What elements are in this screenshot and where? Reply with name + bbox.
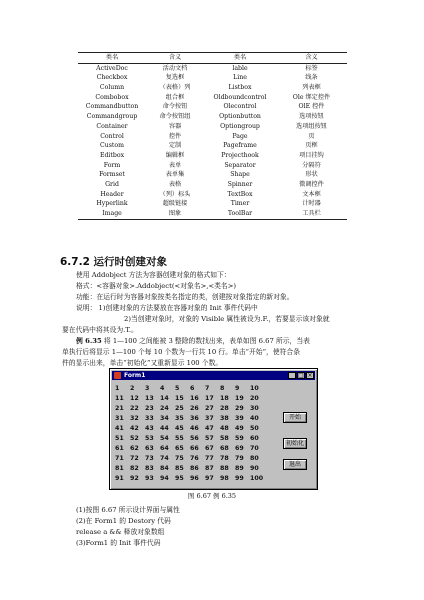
number-cell: 18 <box>220 395 229 402</box>
init-button[interactable]: 初始化 <box>283 438 307 449</box>
code-line: release a && 释放对象数组 <box>76 528 165 536</box>
class-meaning-cell: 工具栏 <box>302 210 321 218</box>
figure-caption: 图 6.67 例 6.35 <box>187 492 237 500</box>
number-cell: 38 <box>220 415 229 422</box>
text-line: 单执行后将显示 1—100 个每 10 个数为一行共 10 行。单击“开始”，使符合条 <box>62 348 301 356</box>
number-cell: 86 <box>190 465 199 472</box>
class-table-row <box>78 102 347 112</box>
number-cell: 59 <box>235 435 244 442</box>
number-cell: 21 <box>115 405 124 412</box>
class-name-cell: Checkbox <box>96 74 128 82</box>
header-cell: 类名 <box>204 53 276 64</box>
class-name-cell: Control <box>100 132 124 140</box>
number-cell: 77 <box>205 455 214 462</box>
number-cell: 37 <box>205 415 214 422</box>
number-cell: 36 <box>190 415 199 422</box>
number-cell: 6 <box>190 385 195 392</box>
class-name-cell: Grid <box>105 180 119 188</box>
class-name-cell: Timer <box>230 200 250 208</box>
number-cell: 29 <box>235 405 244 412</box>
class-table-row <box>78 161 347 171</box>
class-name-cell: Image <box>102 210 122 218</box>
number-cell: 87 <box>205 465 214 472</box>
class-meaning-cell: 命令按钮组 <box>159 113 191 121</box>
number-row <box>115 414 265 424</box>
number-row <box>115 434 265 444</box>
number-cell: 13 <box>145 395 154 402</box>
number-cell: 83 <box>145 465 154 472</box>
number-cell: 58 <box>220 435 229 442</box>
number-cell: 12 <box>130 395 139 402</box>
number-cell: 5 <box>175 385 180 392</box>
class-meaning-cell: 微调控件 <box>299 180 324 188</box>
number-cell: 24 <box>160 405 169 412</box>
number-cell: 3 <box>145 385 150 392</box>
number-cell: 63 <box>145 445 154 452</box>
class-table-row <box>78 63 347 73</box>
class-meaning-cell: 形状 <box>305 171 318 179</box>
class-table-row <box>78 170 347 180</box>
number-cell: 34 <box>160 415 169 422</box>
number-row <box>115 444 265 454</box>
class-meaning-cell: 分隔符 <box>302 161 321 169</box>
text-line: 将 1—100 之间能被 3 整除的数找出来，表单如图 6.67 所示，当表 <box>101 337 310 345</box>
class-meaning-cell: 容器 <box>168 122 182 130</box>
class-meaning-cell: 命令按钮 <box>162 103 188 111</box>
number-row <box>115 404 265 414</box>
number-cell: 81 <box>115 465 124 472</box>
number-cell: 88 <box>220 465 229 472</box>
header-cell: 含义 <box>276 53 347 64</box>
class-meaning-cell: （列）标头 <box>159 190 191 198</box>
class-table-row <box>78 132 347 142</box>
start-button[interactable]: 开始 <box>283 412 307 423</box>
number-cell: 28 <box>220 405 229 412</box>
number-cell: 16 <box>190 395 199 402</box>
number-cell: 95 <box>175 475 184 482</box>
number-cell: 68 <box>220 445 229 452</box>
class-table-row <box>78 151 347 161</box>
text-line: 使用 Addobject 方法为容器创建对象的格式如下： <box>76 271 231 279</box>
class-meaning-cell: 项目挂钩 <box>299 151 324 159</box>
number-row <box>115 384 265 394</box>
class-name-cell: Commandgroup <box>86 113 138 121</box>
number-cell: 60 <box>250 435 259 442</box>
text-line: 2)当创建对象时，对象的 Visible 属性被设为.F.，若要显示该对象就 <box>124 315 330 323</box>
number-cell: 11 <box>115 395 124 402</box>
number-cell: 45 <box>175 425 184 432</box>
number-cell: 14 <box>160 395 169 402</box>
number-cell: 93 <box>145 475 154 482</box>
class-name-cell: Optionbutton <box>219 113 261 121</box>
number-cell: 80 <box>250 455 259 462</box>
close-button[interactable]: × <box>307 372 313 379</box>
step-line: (1)按图 6.67 所示设计界面与属性 <box>76 506 180 514</box>
class-meaning-cell: 计时器 <box>302 200 321 208</box>
number-cell: 35 <box>175 415 184 422</box>
number-row <box>115 394 265 404</box>
class-table-row <box>78 209 347 219</box>
class-name-cell: Pageframe <box>223 142 257 150</box>
number-cell: 75 <box>175 455 184 462</box>
class-meaning-cell: 活动文档 <box>162 64 188 72</box>
number-cell: 70 <box>250 445 259 452</box>
number-cell: 4 <box>160 385 165 392</box>
class-name-cell: Shape <box>230 171 250 179</box>
class-name-cell: Custom <box>100 142 124 150</box>
number-cell: 10 <box>250 385 259 392</box>
class-table-row <box>78 141 347 151</box>
class-meaning-cell: 表格 <box>168 180 182 188</box>
number-row <box>115 454 265 464</box>
number-cell: 97 <box>205 475 214 482</box>
header-cell: 含义 <box>146 53 204 64</box>
number-cell: 79 <box>235 455 244 462</box>
number-cell: 46 <box>190 425 199 432</box>
number-cell: 64 <box>160 445 169 452</box>
number-cell: 7 <box>205 385 210 392</box>
class-meaning-cell: 页框 <box>305 142 318 150</box>
number-cell: 67 <box>205 445 214 452</box>
class-meaning-cell: OlE 控件 <box>298 103 325 111</box>
number-cell: 30 <box>250 405 259 412</box>
minimize-button[interactable]: _ <box>288 372 296 379</box>
number-cell: 52 <box>130 435 139 442</box>
text-line: 功能：在运行时为容器对象按类名指定的类，创建按对象指定的新对象。 <box>76 293 294 301</box>
class-name-cell: Commandbutton <box>85 103 139 111</box>
text-line: 件的显示出来，单击“初始化”又重新显示 100 个数。 <box>62 359 223 367</box>
number-cell: 51 <box>115 435 124 442</box>
number-cell: 72 <box>130 455 139 462</box>
class-table-header <box>78 53 347 64</box>
number-cell: 74 <box>160 455 169 462</box>
class-meaning-cell: 选项组按钮 <box>296 122 327 130</box>
number-cell: 92 <box>130 475 139 482</box>
number-cell: 49 <box>235 425 244 432</box>
number-cell: 1 <box>115 385 120 392</box>
class-name-cell: Projecthook <box>221 151 259 159</box>
number-cell: 57 <box>205 435 214 442</box>
text-line: 说明： 1)创建对象的方法要放在容器对象的 Init 事件代码中 <box>76 304 258 312</box>
step-line: (2)在 Form1 的 Destory 代码 <box>76 517 171 525</box>
class-meaning-cell: 文本框 <box>302 190 321 198</box>
class-meaning-cell: 定制 <box>168 142 182 150</box>
number-cell: 9 <box>235 385 240 392</box>
class-meaning-cell: 控件 <box>168 132 182 140</box>
class-meaning-cell: 组合框 <box>165 93 185 101</box>
class-name-cell: Container <box>96 122 128 130</box>
number-cell: 43 <box>145 425 154 432</box>
number-cell: 90 <box>250 465 259 472</box>
number-cell: 23 <box>145 405 154 412</box>
class-name-cell: TextBox <box>227 190 253 198</box>
number-cell: 20 <box>250 395 259 402</box>
maximize-button[interactable]: □ <box>298 372 304 379</box>
class-name-cell: Header <box>100 190 124 198</box>
class-table-row <box>78 122 347 132</box>
class-name-cell: Olecontrol <box>223 103 257 111</box>
class-name-cell: Form <box>103 161 121 169</box>
number-cell: 94 <box>160 475 169 482</box>
number-cell: 56 <box>190 435 199 442</box>
number-row <box>115 424 265 434</box>
number-cell: 82 <box>130 465 139 472</box>
number-cell: 39 <box>235 415 244 422</box>
class-table-row <box>78 83 347 93</box>
number-cell: 73 <box>145 455 154 462</box>
class-name-cell: Hyperlink <box>96 200 128 208</box>
class-meaning-cell: 线条 <box>305 74 318 82</box>
window-title: Form1 <box>124 372 146 379</box>
number-grid <box>115 384 265 484</box>
number-cell: 8 <box>220 385 225 392</box>
number-cell: 61 <box>115 445 124 452</box>
number-cell: 2 <box>130 385 135 392</box>
number-cell: 76 <box>190 455 199 462</box>
number-cell: 48 <box>220 425 229 432</box>
class-table-row <box>78 199 347 209</box>
class-meaning-cell: 标签 <box>305 64 318 72</box>
class-table-row <box>78 112 347 122</box>
class-name-cell: Formset <box>99 171 125 179</box>
class-table-row <box>78 180 347 190</box>
class-table <box>78 52 347 220</box>
number-cell: 15 <box>175 395 184 402</box>
number-cell: 100 <box>250 475 264 482</box>
number-cell: 40 <box>250 415 259 422</box>
class-name-cell: Separator <box>224 161 256 169</box>
class-table-row <box>78 93 347 103</box>
class-name-cell: ActiveDoc <box>96 64 128 72</box>
class-meaning-cell: 选项按钮 <box>299 113 324 121</box>
step-line: (3)Form1 的 Init 事件代码 <box>76 539 161 547</box>
number-cell: 50 <box>250 425 259 432</box>
class-meaning-cell: 页 <box>308 132 315 140</box>
number-cell: 22 <box>130 405 139 412</box>
class-name-cell: Combobox <box>95 93 129 101</box>
class-name-cell: Editbox <box>99 151 125 159</box>
number-cell: 19 <box>235 395 244 402</box>
class-meaning-cell: 图象 <box>168 210 182 218</box>
number-cell: 27 <box>205 405 214 412</box>
text-line: 要在代码中将其设为.T.。 <box>62 326 138 334</box>
number-cell: 44 <box>160 425 169 432</box>
class-meaning-cell: 编辑框 <box>165 151 185 159</box>
class-name-cell: Column <box>99 84 125 92</box>
class-table-row <box>78 190 347 200</box>
class-name-cell: Listbox <box>228 84 252 92</box>
class-name-cell: Oldboundcontrol <box>213 93 267 101</box>
class-name-cell: Optiongroup <box>220 122 260 130</box>
section-title: 6.7.2 运行时创建对象 <box>60 256 168 268</box>
class-meaning-cell: 超级链接 <box>162 200 188 208</box>
text-line: 格式：<容器对象>.Addobject(<对象名>,<类名>) <box>76 282 237 290</box>
number-cell: 65 <box>175 445 184 452</box>
number-cell: 71 <box>115 455 124 462</box>
number-cell: 99 <box>235 475 244 482</box>
header-cell: 类名 <box>78 53 146 64</box>
example-label: 例 6.35 <box>76 337 102 345</box>
number-cell: 33 <box>145 415 154 422</box>
number-cell: 53 <box>145 435 154 442</box>
number-cell: 41 <box>115 425 124 432</box>
number-cell: 55 <box>175 435 184 442</box>
class-meaning-cell: （表格）列 <box>159 84 191 92</box>
number-row <box>115 474 265 484</box>
number-cell: 17 <box>205 395 214 402</box>
number-cell: 54 <box>160 435 169 442</box>
number-cell: 42 <box>130 425 139 432</box>
class-name-cell: lable <box>232 64 248 72</box>
class-meaning-cell: 表单 <box>168 161 182 169</box>
number-cell: 91 <box>115 475 124 482</box>
class-name-cell: Spinner <box>227 180 253 188</box>
number-cell: 78 <box>220 455 229 462</box>
number-cell: 47 <box>205 425 214 432</box>
form-icon <box>114 372 121 379</box>
form1-window <box>109 368 318 490</box>
exit-button[interactable]: 退出 <box>283 459 307 470</box>
class-meaning-cell: 列表框 <box>302 84 321 92</box>
number-cell: 31 <box>115 415 124 422</box>
number-cell: 89 <box>235 465 244 472</box>
number-cell: 26 <box>190 405 199 412</box>
number-cell: 25 <box>175 405 184 412</box>
number-cell: 98 <box>220 475 229 482</box>
class-table-row <box>78 73 347 83</box>
number-cell: 62 <box>130 445 139 452</box>
number-cell: 69 <box>235 445 244 452</box>
number-cell: 84 <box>160 465 169 472</box>
number-cell: 32 <box>130 415 139 422</box>
class-meaning-cell: 表单集 <box>165 171 185 179</box>
class-meaning-cell: Ole 绑定控件 <box>292 93 331 101</box>
number-cell: 96 <box>190 475 199 482</box>
example-line <box>76 336 310 346</box>
number-cell: 66 <box>190 445 199 452</box>
class-name-cell: ToolBar <box>227 210 253 218</box>
number-row <box>115 464 265 474</box>
class-name-cell: Line <box>233 74 247 82</box>
window-title-bar[interactable] <box>112 371 315 380</box>
number-cell: 85 <box>175 465 184 472</box>
class-name-cell: Page <box>232 132 248 140</box>
class-meaning-cell: 复选框 <box>165 74 185 82</box>
